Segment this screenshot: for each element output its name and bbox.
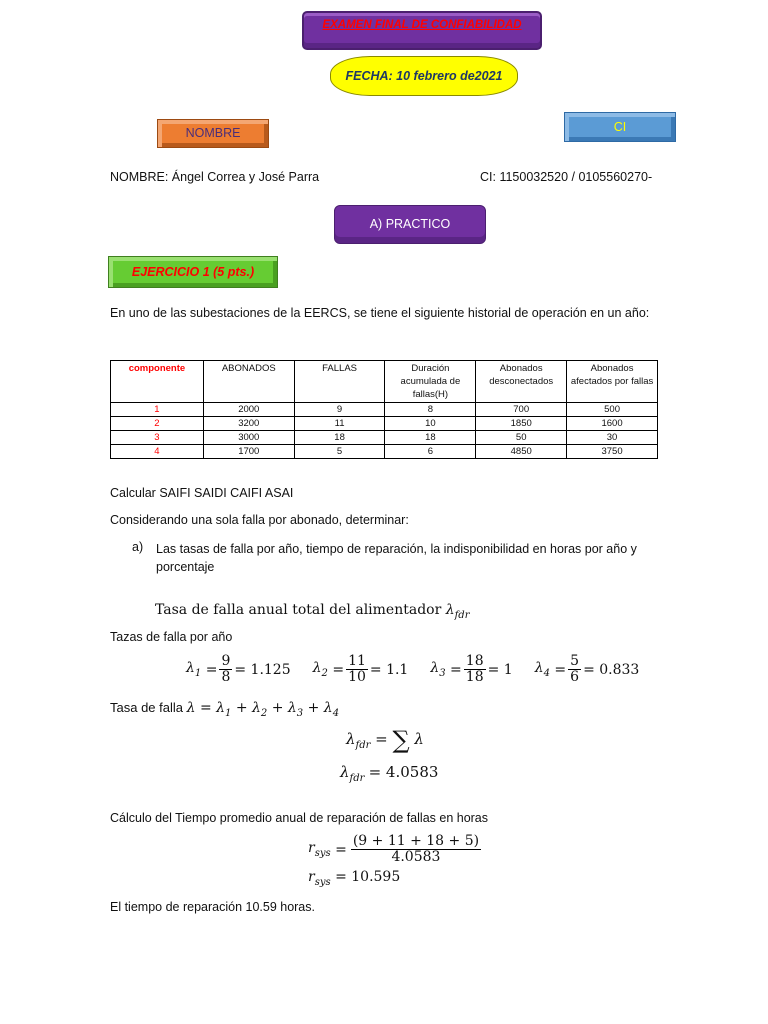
lambda4-num: 5 bbox=[570, 653, 580, 669]
lambda3-num: 18 bbox=[465, 653, 484, 669]
rsys-den: 4.0583 bbox=[391, 849, 441, 865]
exam-title-banner bbox=[302, 11, 542, 50]
table-cell: 4850 bbox=[476, 445, 567, 459]
col-header: Abonados afectados por fallas bbox=[567, 361, 658, 403]
table-cell: 4 bbox=[111, 445, 204, 459]
calc-tiempo-text: Cálculo del Tiempo promedio anual de reparación de fallas en horas bbox=[110, 811, 489, 825]
lambda-fdr-value-line bbox=[340, 763, 438, 784]
lambda2-fraction bbox=[346, 654, 368, 685]
table-cell: 700 bbox=[476, 403, 567, 417]
calc-indices-text: Calcular SAIFI SAIDI CAIFI ASAI bbox=[110, 486, 294, 500]
table-cell: 1600 bbox=[567, 417, 658, 431]
lambda3-symbol: $\lambda_3$ bbox=[430, 660, 446, 679]
col-header: Duración acumulada de fallas(H) bbox=[385, 361, 476, 403]
col-header: Abonados desconectados bbox=[476, 361, 567, 403]
lambda3-result: = 1 bbox=[487, 661, 513, 678]
lambda2-den: 10 bbox=[348, 669, 366, 685]
col-header: ABONADOS bbox=[203, 361, 294, 403]
rsys-value-line bbox=[308, 869, 400, 888]
lambda-fdr-lhs: $\lambda_{fdr}$ bbox=[346, 730, 371, 751]
lambda-sum-equation: $\lambda_{fdr}$ = ∑ λ bbox=[346, 726, 424, 754]
table-cell: 10 bbox=[385, 417, 476, 431]
table-cell: 1850 bbox=[476, 417, 567, 431]
table-cell: 11 bbox=[294, 417, 385, 431]
ejercicio-banner bbox=[108, 256, 278, 288]
lambda2-result: = 1.1 bbox=[369, 661, 409, 678]
table-cell: 18 bbox=[294, 431, 385, 445]
intro-paragraph: En uno de las subestaciones de la EERCS, se tiene el siguiente historial de operación en un año: bbox=[110, 306, 650, 320]
table-header-row bbox=[111, 361, 658, 403]
rsys-fraction bbox=[351, 834, 481, 865]
tazas-label: Tazas de falla por año bbox=[110, 630, 233, 644]
table-row bbox=[111, 417, 658, 431]
rsys-symbol-2: $r_{sys}$ bbox=[308, 869, 331, 888]
lambda1-result: = 1.125 bbox=[234, 661, 291, 678]
table-cell: 2000 bbox=[203, 403, 294, 417]
table-row bbox=[111, 445, 658, 459]
lambda4-symbol: $\lambda_4$ bbox=[534, 660, 550, 679]
lambda4-fraction bbox=[568, 654, 581, 685]
student-ci: CI: 1150032520 / 0105560270- bbox=[480, 170, 653, 184]
table-cell: 8 bbox=[385, 403, 476, 417]
tasa-anual-text: Tasa de falla anual total del alimentador bbox=[155, 602, 442, 618]
table-cell: 18 bbox=[385, 431, 476, 445]
table-cell: 500 bbox=[567, 403, 658, 417]
col-header: componente bbox=[111, 361, 204, 403]
tasa-falla-line bbox=[110, 700, 339, 719]
table-row bbox=[111, 403, 658, 417]
conclusion-text: El tiempo de reparación 10.59 horas. bbox=[110, 900, 315, 914]
lambda1-num: 9 bbox=[221, 653, 231, 669]
lambda4-result: = 0.833 bbox=[583, 661, 640, 678]
consider-text: Considerando una sola falla por abonado, determinar: bbox=[110, 513, 409, 527]
lambda-sum-formula: $\lambda = \lambda_1 + \lambda_2 + \lambda_3 + \lambda_4$ bbox=[186, 700, 340, 719]
lambda1-symbol: $\lambda_1$ bbox=[186, 660, 202, 679]
col-header: FALLAS bbox=[294, 361, 385, 403]
table-cell: 3750 bbox=[567, 445, 658, 459]
lambda1-fraction bbox=[219, 654, 232, 685]
lambda2-num: 11 bbox=[348, 653, 366, 669]
lambda1-den: 8 bbox=[221, 669, 231, 685]
rsys-equation: $r_{sys}$ = $\frac{(9 + 11 + 18 + 5)}{4.0583}$ bbox=[308, 833, 480, 865]
table-cell: 50 bbox=[476, 431, 567, 445]
nombre-label-box bbox=[157, 119, 269, 148]
ejercicio-label: EJERCICIO 1 (5 pts.) bbox=[131, 265, 255, 279]
tasa-falla-label: Tasa de falla bbox=[110, 700, 183, 715]
exam-title: EXAMEN FINAL DE CONFIABILIDAD bbox=[322, 19, 522, 31]
table-cell: 1 bbox=[111, 403, 204, 417]
ci-label-box bbox=[564, 112, 676, 142]
tasa-anual-line bbox=[155, 602, 470, 621]
rsys-value: = 10.595 bbox=[335, 869, 401, 885]
ci-label: CI bbox=[613, 120, 627, 134]
table-cell: 3 bbox=[111, 431, 204, 445]
table-cell: 6 bbox=[385, 445, 476, 459]
table-cell: 30 bbox=[567, 431, 658, 445]
date-banner bbox=[330, 56, 518, 96]
lambda-fdr-symbol: $\lambda_{fdr}$ bbox=[445, 602, 470, 621]
table-cell: 1700 bbox=[203, 445, 294, 459]
operation-history-table bbox=[110, 360, 658, 459]
item-a-text: Las tasas de falla por año, tiempo de reparación, la indisponibilidad en horas por año y porcentaje bbox=[156, 542, 637, 574]
table-cell: 2 bbox=[111, 417, 204, 431]
student-name: NOMBRE: Ángel Correa y José Parra bbox=[110, 170, 320, 184]
lambda2-symbol: $\lambda_2$ bbox=[312, 660, 328, 679]
lambda-fdr-value: = 4.0583 bbox=[368, 763, 439, 781]
nombre-label: NOMBRE bbox=[185, 126, 241, 140]
rsys-symbol: $r_{sys}$ bbox=[308, 840, 331, 859]
lambda-fdr-symbol-2: $\lambda_{fdr}$ bbox=[340, 763, 365, 784]
practico-label: A) PRACTICO bbox=[369, 217, 451, 231]
lambda3-den: 18 bbox=[465, 669, 484, 685]
rsys-num: (9 + 11 + 18 + 5) bbox=[352, 833, 480, 849]
lambda4-den: 6 bbox=[570, 669, 580, 685]
lambda-equations: $\lambda_1$ = $\frac{9}{8}$ = 1.125 $\lambda_2$ = $\frac{11}{10}$ = 1.1 $\lambda_3$ = $\frac{18}{18}$ = 1 $\lambda_4$ = $\frac{5}{6}$ = 0.833 bbox=[186, 653, 640, 685]
table-cell: 3000 bbox=[203, 431, 294, 445]
lambda3-fraction bbox=[464, 654, 486, 685]
table-cell: 5 bbox=[294, 445, 385, 459]
practico-banner bbox=[334, 205, 486, 244]
table-cell: 3200 bbox=[203, 417, 294, 431]
table-cell: 9 bbox=[294, 403, 385, 417]
summation-icon: ∑ bbox=[392, 726, 410, 754]
item-a-marker: a) bbox=[132, 540, 144, 554]
exam-date: FECHA: 10 febrero de2021 bbox=[345, 69, 503, 83]
table-row bbox=[111, 431, 658, 445]
